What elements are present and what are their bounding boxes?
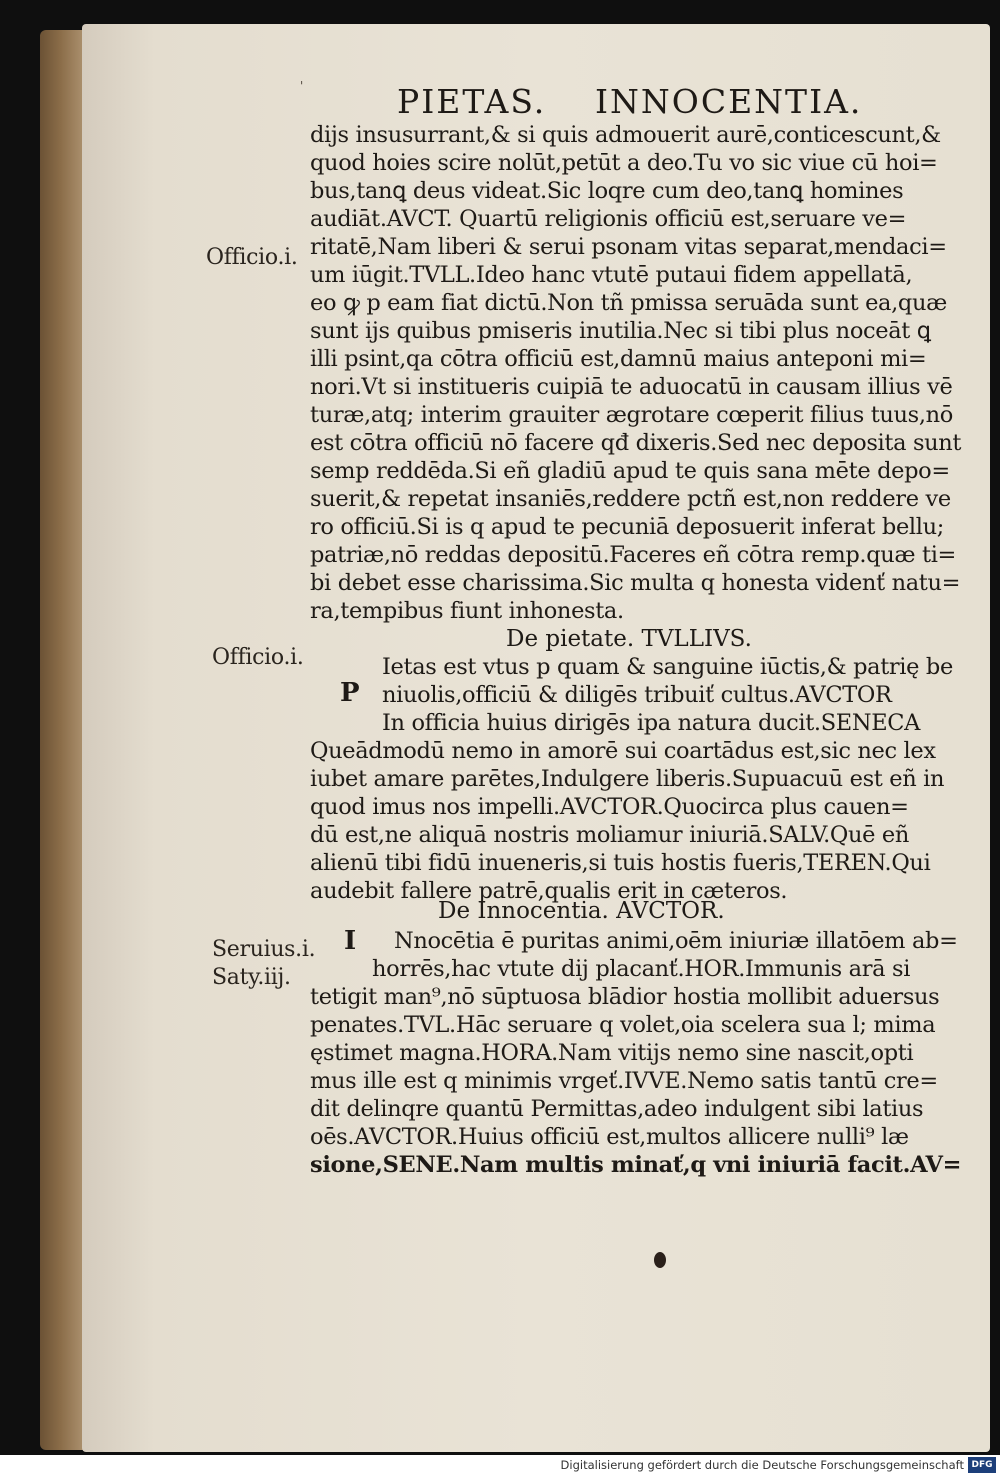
body-line: In officia huius dirigēs ipa natura ducit.SENECA <box>382 710 921 736</box>
body-line: eo ꝙ p eam fiat dictū.Non tñ pmissa seruāda sunt ea,quæ <box>310 290 947 316</box>
body-line: sione,SENE.Nam multis minať,q vni iniuriā facit.AV= <box>310 1152 962 1178</box>
section-heading-pietas: De pietate. TVLLIVS. <box>506 626 752 652</box>
body-line: quod imus nos impelli.AVCTOR.Quocirca plus cauen= <box>310 794 909 820</box>
margin-note: Seruius.i. <box>212 937 316 962</box>
ink-spot <box>654 1252 666 1268</box>
body-line: tetigit man⁹,nō sūptuosa blādior hostia mollibit aduersus <box>310 984 940 1010</box>
body-line: ro officiū.Si is q apud te pecuniā deposuerit inferat bellu; <box>310 514 944 540</box>
section-heading-innocentia: De Innocentia. AVCTOR. <box>438 898 725 924</box>
body-line: mus ille est q minimis vrgeť.IVVE.Nemo satis tantū cre= <box>310 1068 938 1094</box>
body-line: Queādmodū nemo in amorē sui coartādus est,sic nec lex <box>310 738 936 764</box>
dfg-logo: DFG <box>968 1457 996 1473</box>
body-line: audebit fallere patrē,qualis erit in cæteros. <box>310 878 788 904</box>
body-line: patriæ,nō reddas depositū.Faceres eñ cōtra remp.quæ ti= <box>310 542 957 568</box>
body-line: ra,tempibus fiunt inhonesta. <box>310 598 624 624</box>
drop-initial: I <box>344 926 357 956</box>
body-line: bi debet esse charissima.Sic multa q honesta videnť natu= <box>310 570 961 596</box>
running-head-right: INNOCENTIA. <box>595 82 863 121</box>
body-line: alienū tibi fidū inueneris,si tuis hostis fueris,TEREN.Qui <box>310 850 931 876</box>
page-mark: ' <box>300 79 304 93</box>
body-line: audiāt.AVCT. Quartū religionis officiū est,seruare ve= <box>310 206 907 232</box>
margin-note: Saty.iij. <box>212 965 291 990</box>
running-head-left: PIETAS. <box>397 82 547 121</box>
body-line: suerit,& repetat insaniēs,reddere pctñ est,non reddere ve <box>310 486 951 512</box>
body-line: ęstimet magna.HORA.Nam vitijs nemo sine nascit,opti <box>310 1040 914 1066</box>
body-line: quod hoies scire nolūt,petūt a deo.Tu vo sic viue cū hoi= <box>310 150 938 176</box>
footer-bar <box>0 1455 1000 1478</box>
body-line: est cōtra officiū nō facere qđ dixeris.Sed nec deposita sunt <box>310 430 962 456</box>
body-line: niuolis,officiū & diligēs tribuiť cultus.AVCTOR <box>382 682 892 708</box>
body-line: turæ,atq; interim grauiter ægrotare cœperit filius tuus,nō <box>310 402 954 428</box>
body-line: sunt ijs quibus pmiseris inutilia.Nec si tibi plus noceāt ꝗ <box>310 318 931 344</box>
body-line: semp reddēda.Si eñ gladiū apud te quis sana mēte depo= <box>310 458 950 484</box>
body-line: horrēs,hac vtute dij placanť.HOR.Immunis arā si <box>372 956 911 982</box>
body-line: dū est,ne aliquā nostris moliamur iniuriā.SALV.Quē eñ <box>310 822 909 848</box>
drop-initial: P <box>340 678 360 708</box>
body-line: illi psint,qa cōtra officiū est,damnū maius anteponi mi= <box>310 346 927 372</box>
footer-credit: Digitalisierung gefördert durch die Deutsche Forschungsgemeinschaft <box>560 1458 964 1472</box>
body-line: penates.TVL.Hāc seruare q volet,oia scelera sua l; mima <box>310 1012 936 1038</box>
body-line: um iūgit.TVLL.Ideo hanc vtutē putaui fidem appellatā, <box>310 262 913 288</box>
body-line: ritatē,Nam liberi & serui psonam vitas separat,mendaci= <box>310 234 947 260</box>
margin-note: Officio.i. <box>212 645 304 670</box>
body-line: dijs insusurrant,& si quis admouerit aurē,conticescunt,& <box>310 122 941 148</box>
body-line: oēs.AVCTOR.Huius officiū est,multos allicere nulli⁹ læ <box>310 1124 909 1150</box>
book-page <box>82 24 990 1452</box>
body-line: Nnocētia ē puritas animi,oēm iniuriæ illatōem ab= <box>394 928 958 954</box>
body-line: Ietas est vtus p quam & sanguine iūctis,& patrię be <box>382 654 953 680</box>
margin-note: Officio.i. <box>206 245 298 270</box>
running-head <box>397 82 957 122</box>
body-line: iubet amare parētes,Indulgere liberis.Supuacuū est eñ in <box>310 766 945 792</box>
body-line: dit delinqre quantū Permittas,adeo indulgent sibi latius <box>310 1096 924 1122</box>
body-line: nori.Vt si institueris cuipiā te aduocatū in causam illius vē <box>310 374 953 400</box>
body-line: bus,tanꝗ deus videat.Sic loqre cum deo,tanꝗ homines <box>310 178 904 204</box>
